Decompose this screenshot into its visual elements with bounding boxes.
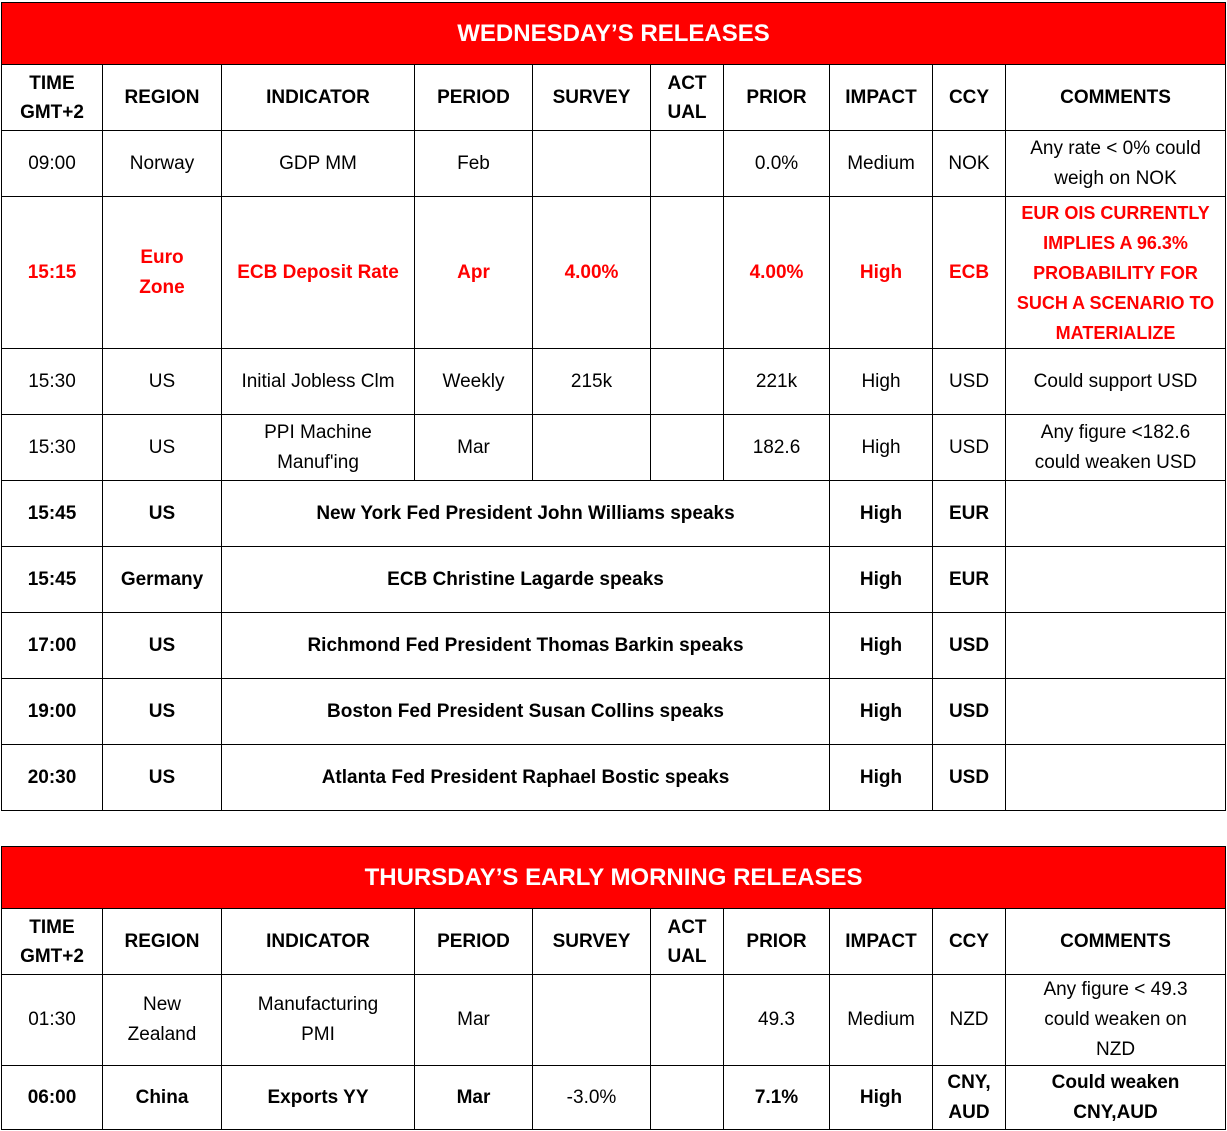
header-prior: PRIOR	[724, 65, 830, 131]
cell-time: 19:00	[2, 679, 103, 745]
wednesday-releases-table	[1, 2, 1226, 811]
cell-time: 06:00	[2, 1066, 103, 1130]
speech-row	[2, 613, 1226, 679]
cell-region: US	[103, 613, 222, 679]
cell-comments	[1006, 745, 1226, 811]
cell-time: 17:00	[2, 613, 103, 679]
header-impact: IMPACT	[830, 909, 933, 975]
cell-indicator: Exports YY	[222, 1066, 415, 1130]
cell-ccy: NOK	[933, 131, 1006, 197]
header-comments: COMMENTS	[1006, 65, 1226, 131]
cell-region: Germany	[103, 547, 222, 613]
cell-prior: 221k	[724, 349, 830, 415]
speech-row	[2, 547, 1226, 613]
cell-actual	[651, 415, 724, 481]
cell-time: 15:15	[2, 197, 103, 349]
cell-impact: High	[830, 415, 933, 481]
header-comments: COMMENTS	[1006, 909, 1226, 975]
cell-period: Mar	[415, 975, 533, 1066]
cell-region: US	[103, 349, 222, 415]
cell-time: 15:30	[2, 415, 103, 481]
cell-indicator: Manufacturing PMI	[222, 975, 415, 1066]
cell-survey: 4.00%	[533, 197, 651, 349]
header-impact: IMPACT	[830, 65, 933, 131]
cell-impact: Medium	[830, 975, 933, 1066]
cell-prior: 7.1%	[724, 1066, 830, 1130]
cell-region: US	[103, 415, 222, 481]
header-ccy: CCY	[933, 65, 1006, 131]
cell-prior: 49.3	[724, 975, 830, 1066]
cell-comments: EUR OIS CURRENTLY IMPLIES A 96.3% PROBABILITY FOR SUCH A SCENARIO TO MATERIALIZE	[1006, 197, 1226, 349]
header-ccy: CCY	[933, 909, 1006, 975]
cell-comments: Any figure <182.6 could weaken USD	[1006, 415, 1226, 481]
cell-region: US	[103, 481, 222, 547]
cell-region: US	[103, 745, 222, 811]
cell-survey	[533, 131, 651, 197]
header-region: REGION	[103, 909, 222, 975]
cell-survey	[533, 975, 651, 1066]
cell-impact: High	[830, 679, 933, 745]
header-time: TIME GMT+2	[2, 909, 103, 975]
header-indicator: INDICATOR	[222, 909, 415, 975]
cell-comments	[1006, 613, 1226, 679]
table-row	[2, 975, 1226, 1066]
cell-region: Norway	[103, 131, 222, 197]
cell-survey: -3.0%	[533, 1066, 651, 1130]
cell-prior: 182.6	[724, 415, 830, 481]
cell-survey: 215k	[533, 349, 651, 415]
cell-time: 15:45	[2, 481, 103, 547]
header-region: REGION	[103, 65, 222, 131]
cell-ccy: USD	[933, 613, 1006, 679]
cell-ccy: USD	[933, 415, 1006, 481]
cell-region: China	[103, 1066, 222, 1130]
cell-region: Euro Zone	[103, 197, 222, 349]
cell-period: Weekly	[415, 349, 533, 415]
cell-ccy: USD	[933, 745, 1006, 811]
cell-comments	[1006, 481, 1226, 547]
cell-region: New Zealand	[103, 975, 222, 1066]
cell-comments	[1006, 679, 1226, 745]
header-time: TIME GMT+2	[2, 65, 103, 131]
cell-comments: Could support USD	[1006, 349, 1226, 415]
table-row	[2, 1066, 1226, 1130]
cell-impact: High	[830, 349, 933, 415]
cell-prior: 4.00%	[724, 197, 830, 349]
header-row	[2, 65, 1226, 131]
cell-comments: Any figure < 49.3 could weaken on NZD	[1006, 975, 1226, 1066]
cell-impact: High	[830, 481, 933, 547]
cell-event: Richmond Fed President Thomas Barkin speaks	[222, 613, 830, 679]
wednesday-title: WEDNESDAY’S RELEASES	[2, 3, 1226, 65]
cell-survey	[533, 415, 651, 481]
cell-event: Atlanta Fed President Raphael Bostic speaks	[222, 745, 830, 811]
table-row	[2, 131, 1226, 197]
header-prior: PRIOR	[724, 909, 830, 975]
cell-actual	[651, 975, 724, 1066]
cell-impact: Medium	[830, 131, 933, 197]
thursday-title: THURSDAY’S EARLY MORNING RELEASES	[2, 847, 1226, 909]
cell-prior: 0.0%	[724, 131, 830, 197]
cell-region: US	[103, 679, 222, 745]
cell-ccy: CNY, AUD	[933, 1066, 1006, 1130]
cell-period: Feb	[415, 131, 533, 197]
cell-ccy: EUR	[933, 547, 1006, 613]
cell-impact: High	[830, 613, 933, 679]
cell-comments: Could weaken CNY,AUD	[1006, 1066, 1226, 1130]
table-row	[2, 349, 1226, 415]
header-row	[2, 909, 1226, 975]
cell-period: Mar	[415, 415, 533, 481]
header-period: PERIOD	[415, 909, 533, 975]
cell-period: Apr	[415, 197, 533, 349]
cell-ccy: USD	[933, 349, 1006, 415]
cell-indicator: GDP MM	[222, 131, 415, 197]
header-survey: SURVEY	[533, 909, 651, 975]
cell-impact: High	[830, 745, 933, 811]
speech-row	[2, 745, 1226, 811]
cell-ccy: ECB	[933, 197, 1006, 349]
cell-actual	[651, 1066, 724, 1130]
cell-ccy: NZD	[933, 975, 1006, 1066]
cell-period: Mar	[415, 1066, 533, 1130]
cell-actual	[651, 197, 724, 349]
cell-impact: High	[830, 197, 933, 349]
cell-impact: High	[830, 1066, 933, 1130]
cell-ccy: EUR	[933, 481, 1006, 547]
cell-actual	[651, 349, 724, 415]
header-actual: ACT UAL	[651, 909, 724, 975]
cell-time: 20:30	[2, 745, 103, 811]
cell-time: 01:30	[2, 975, 103, 1066]
cell-indicator: PPI Machine Manuf'ing	[222, 415, 415, 481]
speech-row	[2, 481, 1226, 547]
header-actual: ACT UAL	[651, 65, 724, 131]
speech-row	[2, 679, 1226, 745]
cell-comments: Any rate < 0% could weigh on NOK	[1006, 131, 1226, 197]
cell-indicator: ECB Deposit Rate	[222, 197, 415, 349]
cell-event: New York Fed President John Williams speaks	[222, 481, 830, 547]
cell-impact: High	[830, 547, 933, 613]
thursday-releases-table	[1, 846, 1226, 1130]
header-survey: SURVEY	[533, 65, 651, 131]
cell-ccy: USD	[933, 679, 1006, 745]
cell-time: 15:45	[2, 547, 103, 613]
cell-comments	[1006, 547, 1226, 613]
cell-time: 09:00	[2, 131, 103, 197]
header-indicator: INDICATOR	[222, 65, 415, 131]
cell-event: Boston Fed President Susan Collins speaks	[222, 679, 830, 745]
cell-time: 15:30	[2, 349, 103, 415]
table-row	[2, 415, 1226, 481]
cell-event: ECB Christine Lagarde speaks	[222, 547, 830, 613]
table-row-highlighted	[2, 197, 1226, 349]
header-period: PERIOD	[415, 65, 533, 131]
cell-indicator: Initial Jobless Clm	[222, 349, 415, 415]
cell-actual	[651, 131, 724, 197]
